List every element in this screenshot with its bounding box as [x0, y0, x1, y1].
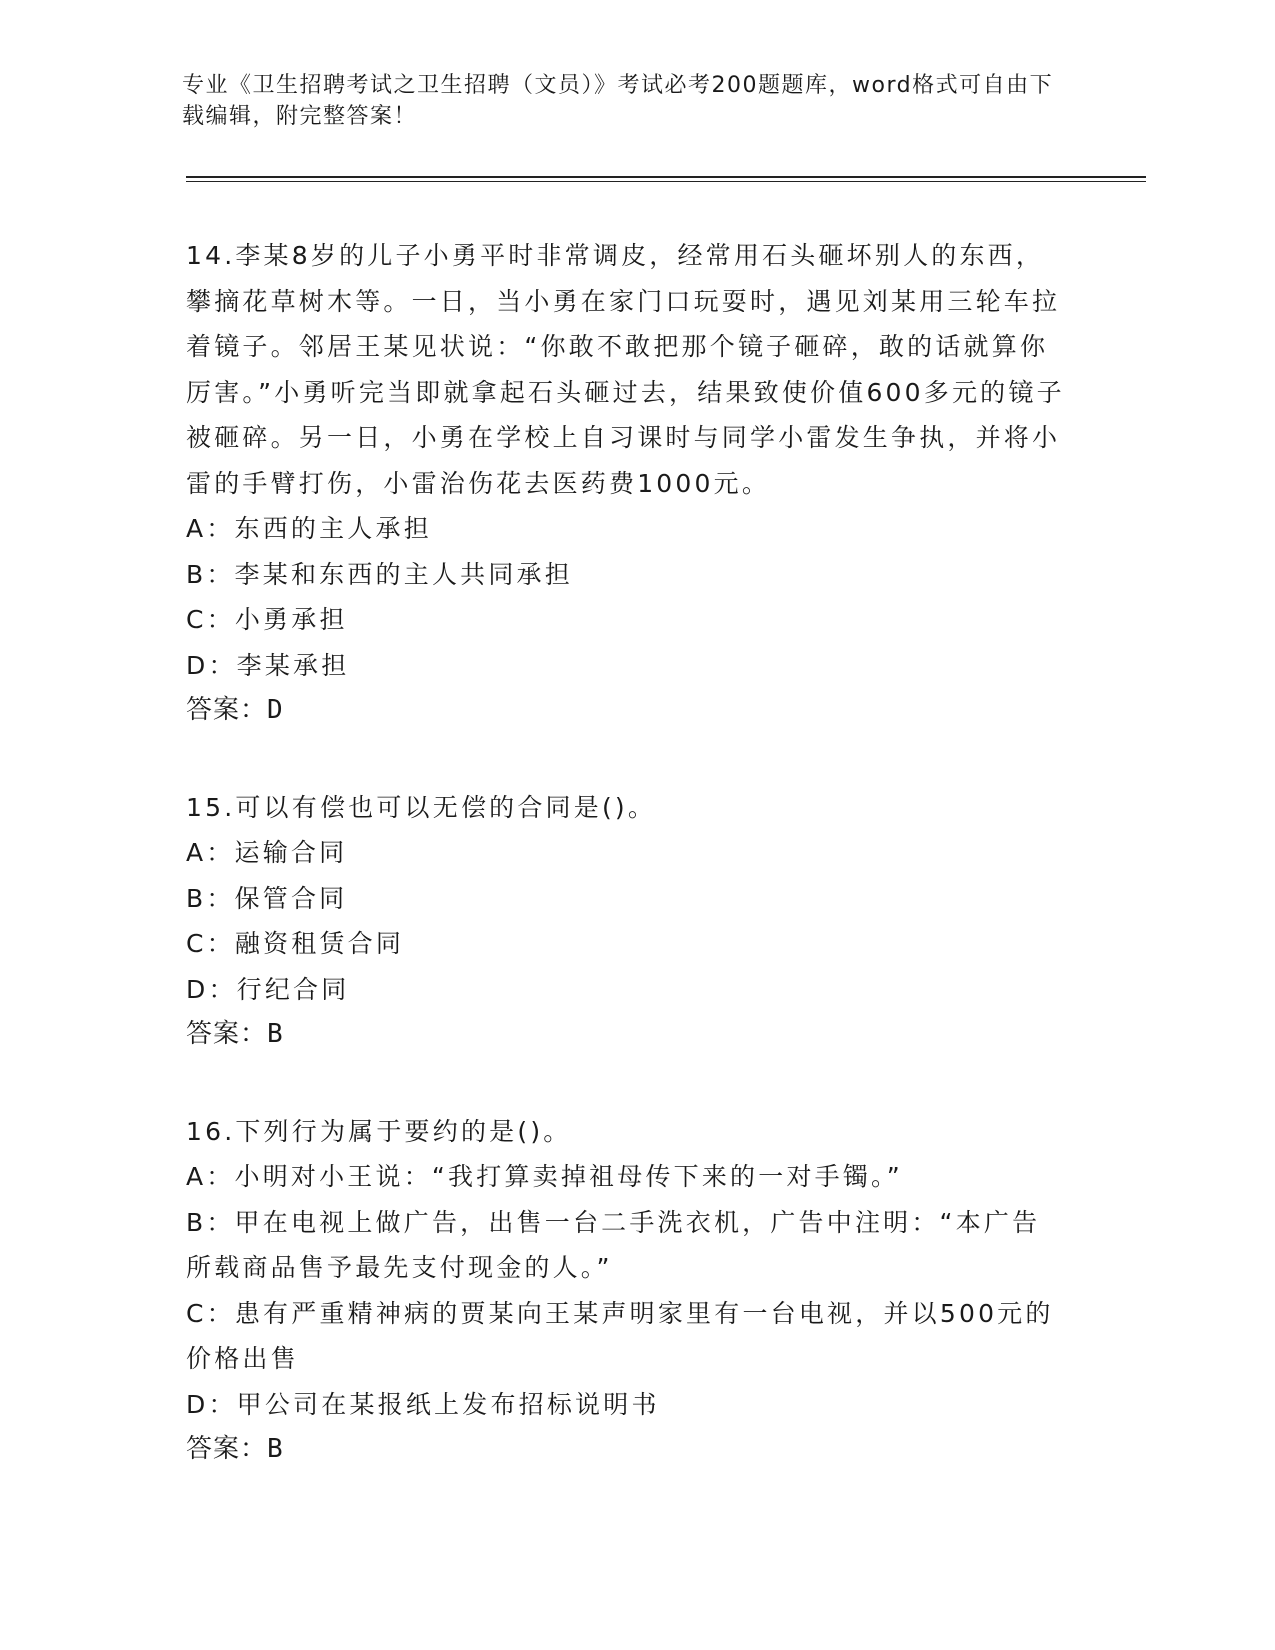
question-stem: 16.下列行为属于要约的是()。: [186, 1116, 572, 1146]
option-d: D：李某承担: [186, 650, 350, 680]
option-c: C：患有严重精神病的贾某向王某声明家里有一台电视，并以500元的价格出售: [186, 1298, 1054, 1373]
option-a: A：运输合同: [186, 838, 348, 867]
question-stem: 14.李某8岁的儿子小勇平时非常调皮，经常用石头砸坏别人的东西，攀摘花草树木等。一日，当小勇在家门口玩耍时，遇见刘某用三轮车拉着镜子。邻居王某见状说：“你敢不敢把那个镜子砸碎，敢的话就算你厉害。”小勇听完当即就拿起石头砸过去，结果致使价值600多元的镜子被砸碎。另一日，小勇在学校上自习课时与同学小雷发生争执，并将小雷的手臂打伤，小雷治伤花去医药费1000元。: [186, 241, 1065, 498]
header-divider: [186, 176, 1146, 178]
option-b: B：甲在电视上做广告，出售一台二手洗衣机，广告中注明：“本广告所载商品售予最先支付现金的人。”: [186, 1207, 1041, 1282]
answer: 答案：B: [186, 1019, 284, 1049]
answer: 答案：D: [186, 695, 284, 725]
option-d: D：甲公司在某报纸上发布招标说明书: [186, 1389, 660, 1419]
question-14: [186, 233, 1066, 734]
answer: 答案：B: [186, 1434, 284, 1464]
option-a: A：小明对小王说：“我打算卖掉祖母传下来的一对手镯。”: [186, 1162, 903, 1191]
option-a: A：东西的主人承担: [186, 514, 432, 543]
question-list: [186, 233, 1066, 1524]
question-stem: 15.可以有偿也可以无偿的合同是()。: [186, 792, 657, 822]
question-16: [186, 1109, 1066, 1473]
header-divider-thin: [186, 181, 1146, 182]
option-b: B：保管合同: [186, 883, 348, 913]
option-b: B：李某和东西的主人共同承担: [186, 559, 573, 589]
option-c: C：小勇承担: [186, 605, 348, 634]
option-d: D：行纪合同: [186, 974, 350, 1004]
question-15: [186, 785, 1066, 1058]
option-c: C：融资租赁合同: [186, 929, 405, 958]
document-header: 专业《卫生招聘考试之卫生招聘（文员）》考试必考200题题库，word格式可自由下载编辑，附完整答案！: [182, 73, 1054, 129]
